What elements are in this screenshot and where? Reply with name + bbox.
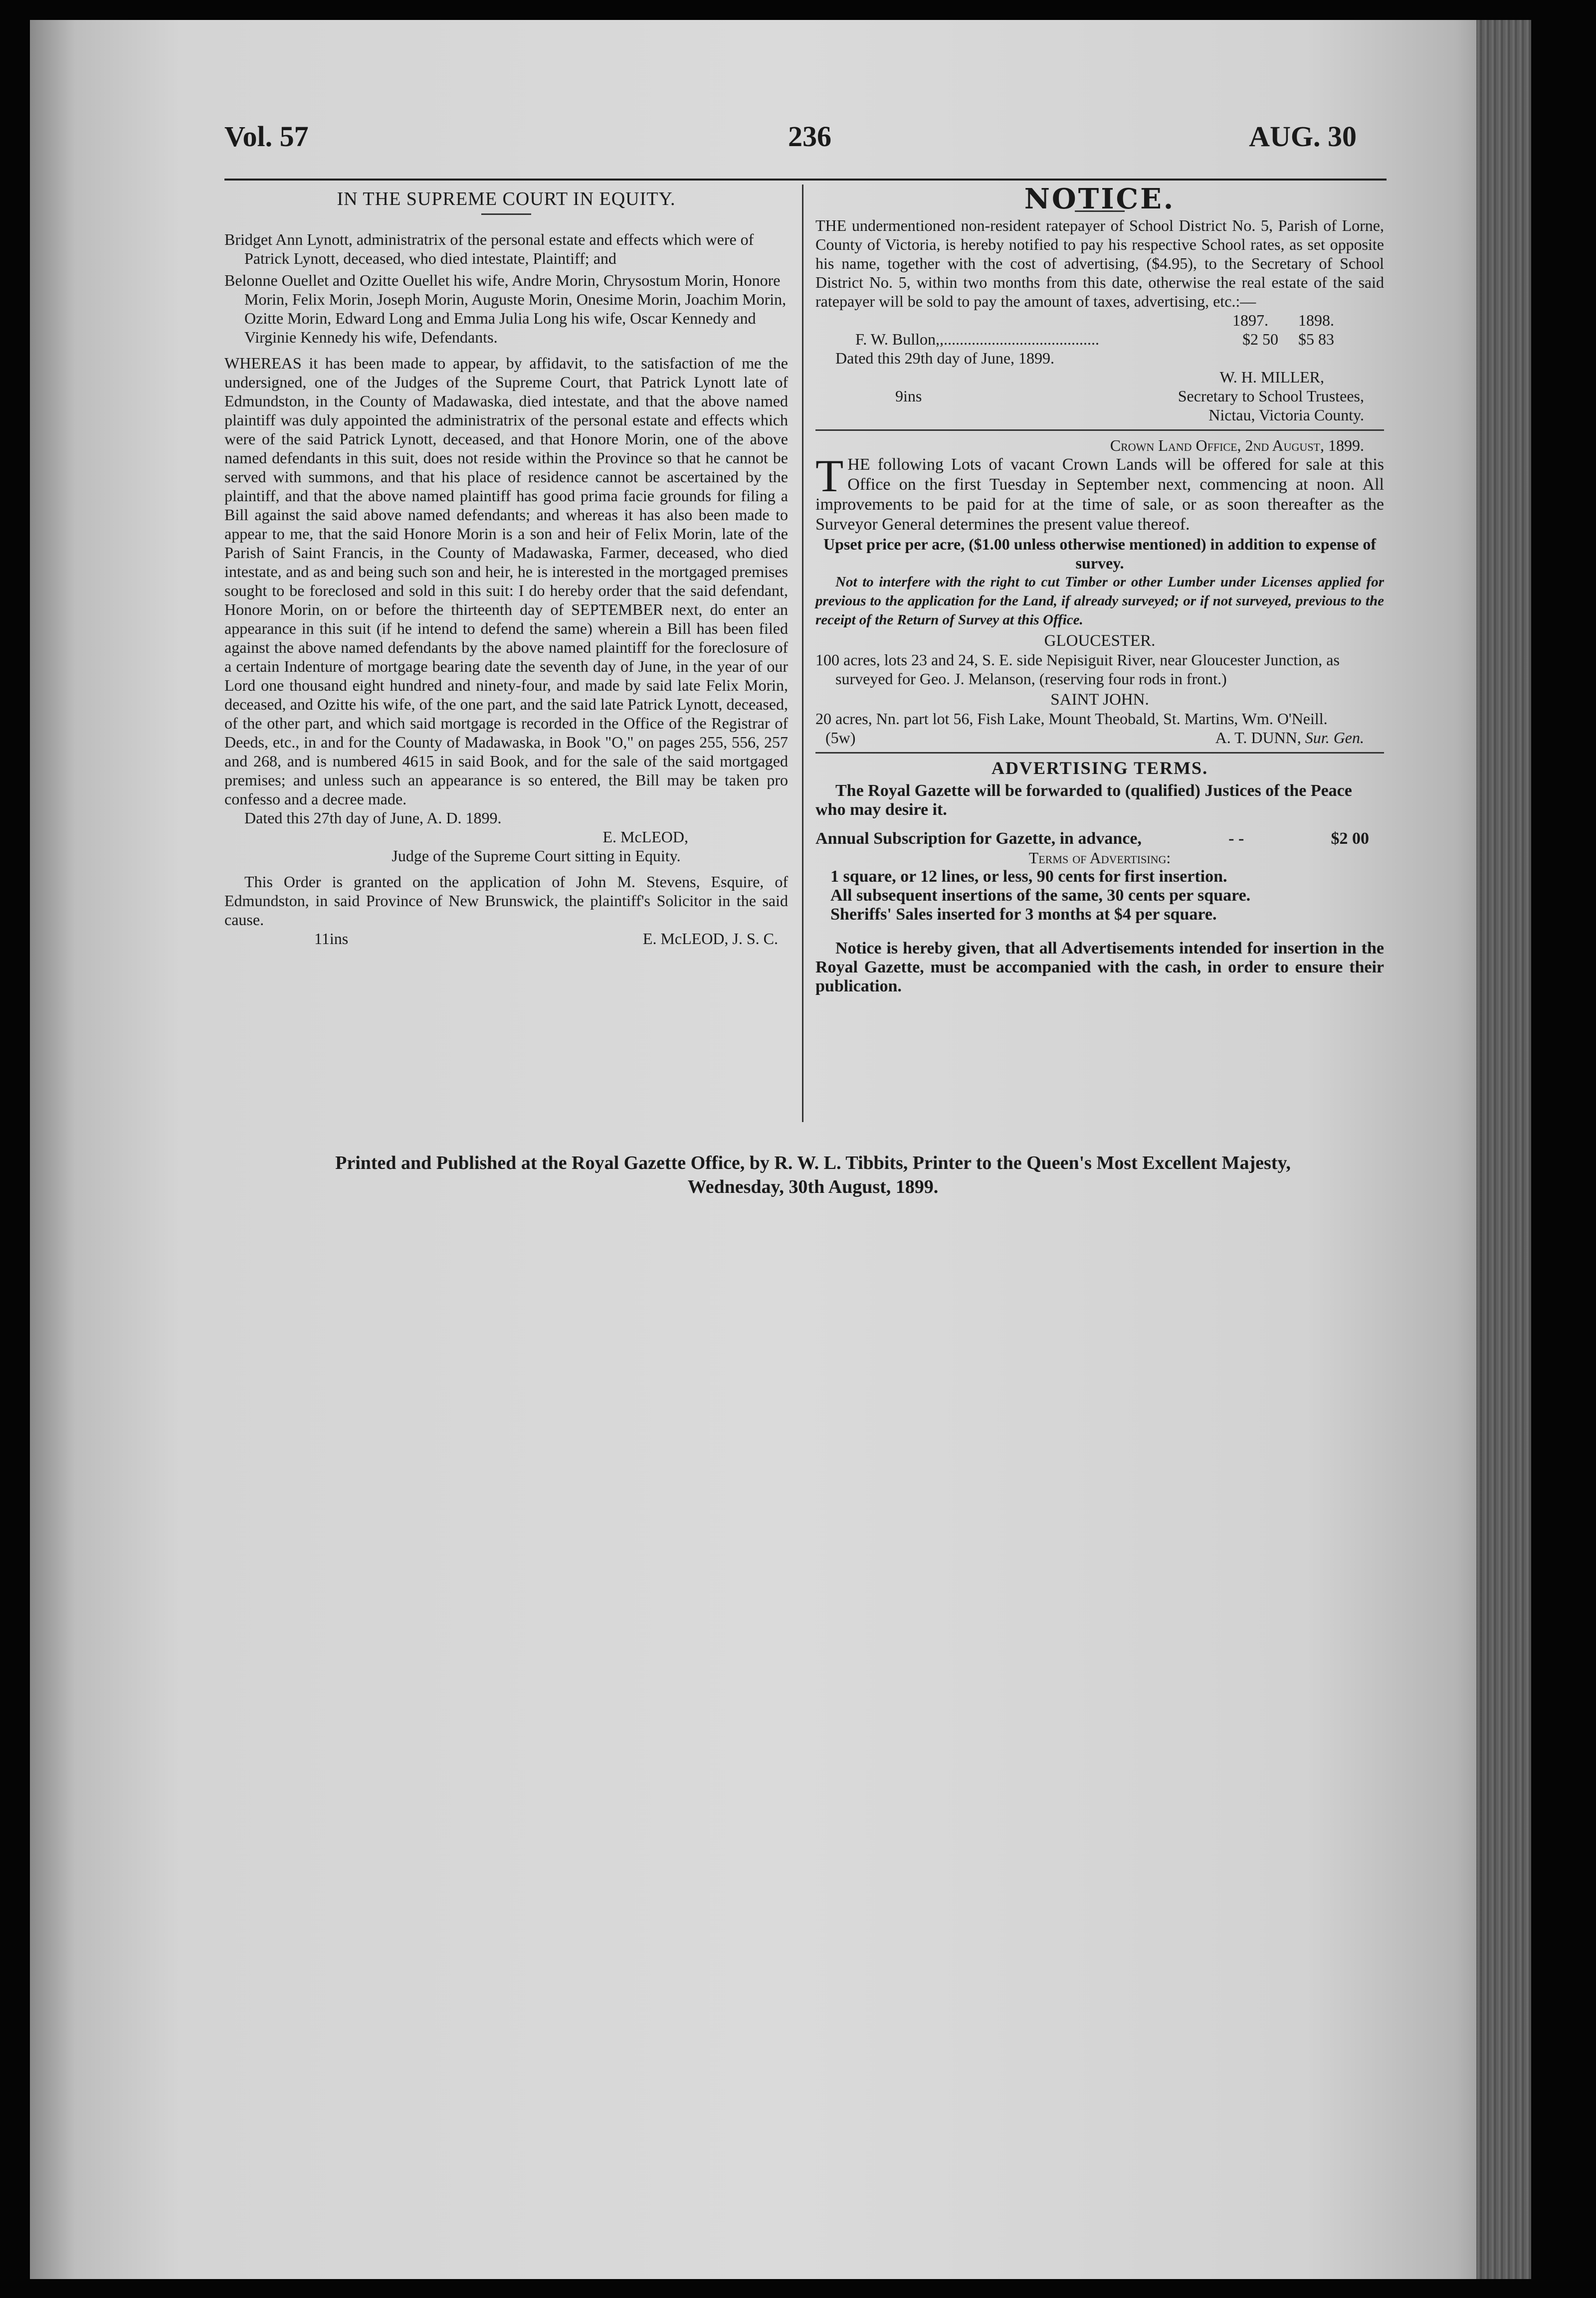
subscription-label: Annual Subscription for Gazette, in advance, [815, 829, 1142, 848]
forward-text: The Royal Gazette will be forwarded to (qualified) Justices of the Peace who may desire it. [815, 781, 1352, 819]
heading-rule [481, 213, 531, 215]
term-3: Sheriffs' Sales inserted for 3 months at $4 per square. [830, 905, 1217, 924]
school-signer-row [815, 386, 1384, 405]
equity-signoff-row [224, 929, 788, 948]
advertising-title: ADVERTISING TERMS. [991, 758, 1208, 778]
year-1897: 1897. [1232, 311, 1268, 329]
advertising-notice: Notice is hereby given, that all Advertisements intended for insertion in the Royal Gazette, must be accompanied with the cash, in order to ensure their publication. [815, 939, 1384, 995]
region-gloucester: GLOUCESTER. [1044, 632, 1156, 650]
fee-1898: $5 83 [1298, 330, 1334, 348]
order-text: This Order is granted on the application of John M. Stevens, Esquire, of Edmundston, in said Province of New Brunswick, the plaintiff's Solicitor in the said cause. [224, 873, 788, 929]
term-2: All subsequent insertions of the same, 30 cents per square. [830, 886, 1251, 905]
fee-1897: $2 50 [1242, 330, 1278, 348]
left-column [224, 190, 788, 948]
subscription-price: $2 00 [1331, 829, 1369, 848]
subscription-row [815, 829, 1384, 848]
crown-land-signer: A. T. DUNN, [1215, 729, 1301, 747]
timber-warning: Not to interfere with the right to cut Timber or other Lumber under Licenses applied for previous to the application for the Land, if already surveyed; or if not surveyed, previous to the receipt of the Return of Survey at this Office. [815, 574, 1384, 628]
issue-date: AUG. 30 [1249, 120, 1357, 153]
school-signer-title: Secretary to School Trustees, [1178, 387, 1364, 405]
school-insertions: 9ins [895, 387, 922, 405]
ratepayer-fees [1242, 330, 1334, 349]
upset-price: Upset price per acre, ($1.00 unless otherwise mentioned) in addition to expense of survey. [823, 535, 1377, 572]
term-1: 1 square, or 12 lines, or less, 90 cents for first insertion. [830, 867, 1227, 886]
crown-land-signer-title: Sur. Gen. [1305, 729, 1364, 747]
page-header [224, 110, 1357, 165]
crown-land-dropcap: T [815, 450, 844, 501]
column-rule [802, 185, 803, 1122]
plaintiff-text: Bridget Ann Lynott, administratrix of the personal estate and effects which were of Patrick Lynott, deceased, who died intestate, Plaintiff; and [224, 230, 754, 267]
lot-gloucester: 100 acres, lots 23 and 24, S. E. side Nepisiguit River, near Gloucester Junction, as surveyed for Geo. J. Melanson, (reserving four rods in front.) [815, 651, 1340, 688]
footer-line-2: Wednesday, 30th August, 1899. [687, 1176, 939, 1197]
scanned-page [30, 20, 1531, 2279]
equity-body: WHEREAS it has been made to appear, by affidavit, to the satisfaction of me the undersigned, one of the Judges of the Supreme Court, that Patrick Lynott late of Edmundston, in the County of Madawaska, died intestate, and that the above named plaintiff was duly appointed the administratrix of the personal estate and effects which were of the said Patrick Lynott, deceased, and that Honore Morin, one of the above named defendants in this suit, does not reside within the Province so that he cannot be served with summons, and that his place of residence cannot be ascertained by the plaintiff, and that the above named plaintiff has good prima facie grounds for filing a Bill against the said above named defendants; and whereas it has also been made to appear to me, that the said Honore Morin is a son and heir of Felix Morin, late of the Parish of Saint Francis, in the County of Madawaska, Farmer, deceased, who died intestate, and as and being such son and heir, he is interested in the mortgaged premises sought to be foreclosed and sold in this suit: I do hereby order that the said defendant, Honore Morin, on or before the thirteenth day of SEPTEMBER next, do enter an appearance in this suit (if he intend to defend the same) wherein a Bill has been filed against the above named defendants by the above named plaintiff for the foreclosure of a certain Indenture of mortgage bearing date the seventh day of June, in the year of our Lord one thousand eight hundred and ninety-four, and made by said late Felix Morin, deceased, and Ozitte his wife, of the one part, and the said late Patrick Lynott, deceased, of the other part, and which said mortgage is recorded in the Office of the Registrar of Deeds, etc., in and for the County of Madawaska, in Book "O," on pages 255, 556, 257 and 268, and is numbered 4615 in said Book, and for the sale of the said mortgaged premises; and unless such an appearance is so entered, the Bill may be taken pro confesso and a decree made. [224, 354, 788, 808]
page-footer [239, 1151, 1387, 1199]
footer-line-1: Printed and Published at the Royal Gazette Office, by R. W. L. Tibbits, Printer to the Queen's Most Excellent Majesty, [335, 1152, 1291, 1173]
school-signer: W. H. MILLER, [1219, 368, 1324, 386]
school-notice-body: THE undermentioned non-resident ratepayer of School District No. 5, Parish of Lorne, County of Victoria, is hereby notified to pay his respective School rates, as set opposite his name, together with the cost of advertising, ($4.95), to the Secretary of School District No. 5, within two months from this date, otherwise the real estate of the said ratepayer will be sold to pay the amount of taxes, advertising, etc.:— [815, 216, 1384, 310]
school-signer-place: Nictau, Victoria County. [1208, 406, 1364, 424]
header-rule [224, 179, 1387, 181]
crown-land-signoff-row [815, 728, 1384, 747]
notice-title: NOTICE. [1024, 183, 1176, 215]
section-rule-2 [815, 752, 1384, 754]
fee-years [815, 311, 1384, 330]
equity-signer: E. McLEOD, [602, 828, 688, 846]
equity-heading: IN THE SUPREME COURT IN EQUITY. [337, 189, 676, 209]
page-number: 236 [788, 120, 831, 153]
school-notice-dated: Dated this 29th day of June, 1899. [835, 349, 1055, 367]
crown-land-body-text: HE following Lots of vacant Crown Lands will be offered for sale at this Office on the first Tuesday in September next, commencing at noon. All improvements to be paid for at the time of sale, or as soon thereafter as the Surveyor General determines the present value thereof. [815, 455, 1384, 534]
equity-dated: Dated this 27th day of June, A. D. 1899. [244, 809, 502, 827]
equity-signer-title: Judge of the Supreme Court sitting in Equity. [392, 847, 681, 865]
subscription-dashes: - - [1228, 829, 1244, 848]
equity-insertions: 11ins [314, 930, 349, 948]
crown-land-body [815, 450, 1384, 535]
region-saint-john: SAINT JOHN. [1050, 691, 1149, 709]
page-edges [1476, 20, 1531, 2279]
crown-land-insertions: (5w) [825, 729, 856, 747]
volume-label: Vol. 57 [224, 120, 309, 153]
crown-land-office-date: Crown Land Office, 2nd August, 1899. [1110, 436, 1364, 454]
ratepayer-name: F. W. Bullon,,....................................... [855, 330, 1100, 348]
crown-land-signoff [1215, 728, 1384, 747]
year-1898: 1898. [1298, 311, 1334, 329]
defendants-text: Belonne Ouellet and Ozitte Ouellet his wife, Andre Morin, Chrysostum Morin, Honore Morin, Felix Morin, Joseph Morin, Auguste Morin, Onesime Morin, Joachim Morin, Ozitte Morin, Edward Long and Emma Julia Long his wife, Oscar Kennedy and Virginie Kennedy his wife, Defendants. [224, 271, 787, 346]
equity-signoff: E. McLEOD, J. S. C. [642, 930, 778, 948]
lot-saint-john: 20 acres, Nn. part lot 56, Fish Lake, Mount Theobald, St. Martins, Wm. O'Neill. [815, 710, 1328, 728]
terms-heading: Terms of Advertising: [1028, 849, 1171, 867]
section-rule [815, 429, 1384, 431]
ratepayer-row [815, 330, 1384, 349]
right-column [815, 183, 1384, 996]
